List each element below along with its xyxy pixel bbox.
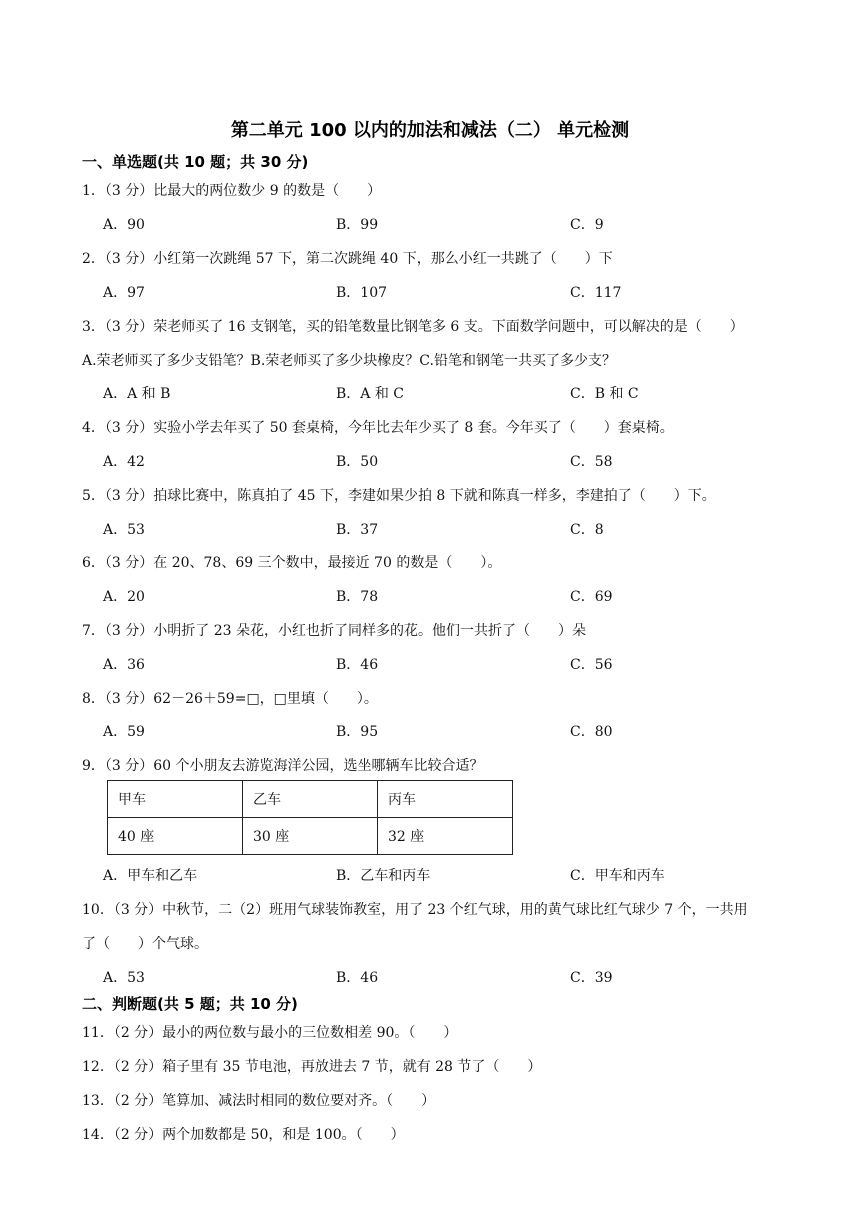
section-heading-single-choice: 一、单选题(共 10 题；共 30 分) — [82, 153, 309, 171]
question-7-options — [103, 654, 803, 674]
question-2-options — [103, 282, 803, 302]
question-8-options — [103, 721, 803, 741]
question-8: 8．（3 分）62－26＋59=□，□里填（ ）。 — [82, 691, 378, 707]
question-3: 3．（3 分）荣老师买了 16 支钢笔，买的铅笔数量比钢笔多 6 支。下面数学问题中，可以解决的是（ ） — [82, 319, 744, 335]
question-14: 14．（2 分）两个加数都是 50，和是 100。（ ） — [82, 1127, 405, 1143]
option-c[interactable]: C．8 — [570, 522, 604, 538]
option-b[interactable]: B．95 — [336, 724, 379, 740]
question-6: 6．（3 分）在 20、78、69 三个数中，最接近 70 的数是（ ）。 — [82, 555, 502, 571]
question-6-options — [103, 586, 803, 606]
option-c[interactable]: C．甲车和丙车 — [570, 868, 665, 884]
table-cell: 40 座 — [108, 818, 243, 855]
page-title: 第二单元 100 以内的加法和减法（二） 单元检测 — [230, 120, 630, 141]
table-cell: 乙车 — [243, 781, 378, 818]
table-cell: 32 座 — [378, 818, 513, 855]
option-c[interactable]: C．58 — [570, 454, 613, 470]
question-10-options — [103, 967, 803, 987]
question-4-options — [103, 451, 803, 471]
option-b[interactable]: B．乙车和丙车 — [336, 868, 431, 884]
option-a[interactable]: A．97 — [103, 285, 145, 301]
question-5: 5．（3 分）拍球比赛中，陈真拍了 45 下，李建如果少拍 8 下就和陈真一样多，李建拍了（ ）下。 — [82, 488, 716, 504]
bus-seat-table — [107, 780, 513, 855]
option-c[interactable]: C．39 — [570, 970, 613, 986]
option-b[interactable]: B．46 — [336, 970, 379, 986]
option-a[interactable]: A．53 — [103, 522, 145, 538]
question-12: 12．（2 分）箱子里有 35 节电池，再放进去 7 节，就有 28 节了（ ） — [82, 1059, 542, 1075]
option-b[interactable]: B．46 — [336, 657, 379, 673]
option-a[interactable]: A．20 — [103, 589, 145, 605]
option-a[interactable]: A．59 — [103, 724, 145, 740]
option-a[interactable]: A．36 — [103, 657, 145, 673]
section-heading-true-false: 二、判断题(共 5 题；共 10 分) — [82, 995, 298, 1013]
option-b[interactable]: B．107 — [336, 285, 388, 301]
question-10: 10．（3 分）中秋节，二（2）班用气球装饰教室，用了 23 个红气球，用的黄气球比红气球少 7 个，一共用 — [82, 902, 748, 918]
question-1-options — [103, 214, 803, 234]
option-b[interactable]: B．A 和 C — [336, 386, 405, 402]
question-2: 2．（3 分）小红第一次跳绳 57 下，第二次跳绳 40 下，那么小红一共跳了（ ）下 — [82, 251, 613, 267]
table-row — [108, 781, 513, 818]
option-a[interactable]: A．甲车和乙车 — [103, 868, 198, 884]
option-a[interactable]: A．A 和 B — [103, 386, 171, 402]
option-c[interactable]: C．80 — [570, 724, 613, 740]
option-b[interactable]: B．78 — [336, 589, 379, 605]
question-13: 13．（2 分）笔算加、减法时相同的数位要对齐。（ ） — [82, 1093, 436, 1109]
option-c[interactable]: C．56 — [570, 657, 613, 673]
option-a[interactable]: A．90 — [103, 217, 145, 233]
option-c[interactable]: C．117 — [570, 285, 622, 301]
question-3-continuation: A.荣老师买了多少支铅笔？B.荣老师买了多少块橡皮？C.铅笔和钢笔一共买了多少支？ — [82, 353, 616, 369]
table-cell: 甲车 — [108, 781, 243, 818]
question-11: 11．（2 分）最小的两位数与最小的三位数相差 90。（ ） — [82, 1025, 458, 1041]
option-c[interactable]: C．9 — [570, 217, 604, 233]
question-1: 1．（3 分）比最大的两位数少 9 的数是（ ） — [82, 183, 382, 199]
question-5-options — [103, 519, 803, 539]
question-4: 4．（3 分）实验小学去年买了 50 套桌椅，今年比去年少买了 8 套。今年买了（ ）套桌椅。 — [82, 420, 674, 436]
option-b[interactable]: B．99 — [336, 217, 379, 233]
table-cell: 丙车 — [378, 781, 513, 818]
question-7: 7．（3 分）小明折了 23 朵花，小红也折了同样多的花。他们一共折了（ ）朵 — [82, 623, 586, 639]
table-row — [108, 818, 513, 855]
option-c[interactable]: C．69 — [570, 589, 613, 605]
table-cell: 30 座 — [243, 818, 378, 855]
question-9: 9．（3 分）60 个小朋友去游览海洋公园，选坐哪辆车比较合适？ — [82, 758, 484, 774]
option-c[interactable]: C．B 和 C — [570, 386, 639, 402]
option-a[interactable]: A．53 — [103, 970, 145, 986]
option-b[interactable]: B．50 — [336, 454, 379, 470]
option-a[interactable]: A．42 — [103, 454, 145, 470]
question-3-options — [103, 383, 803, 403]
question-10-continuation: 了（ ）个气球。 — [82, 936, 208, 952]
question-9-options — [103, 865, 803, 885]
option-b[interactable]: B．37 — [336, 522, 379, 538]
